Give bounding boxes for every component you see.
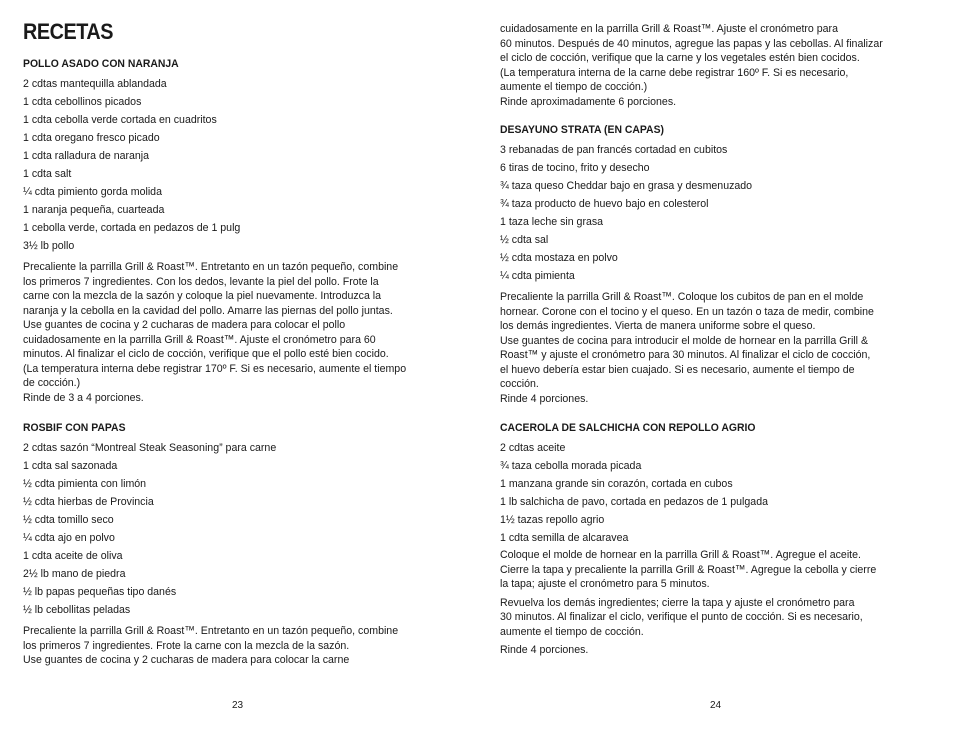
- recipe-title: CACEROLA DE SALCHICHA CON REPOLLO AGRIO: [500, 422, 756, 434]
- page-number: 23: [232, 700, 244, 711]
- instruction-line: naranja y la cebolla en la cavidad del pollo. Amarre las piernas del pollo juntas.: [23, 304, 393, 317]
- instruction-line: aumente el tiempo de cocción.: [500, 625, 644, 638]
- ingredient: 1½ tazas repollo agrio: [500, 514, 605, 526]
- instructions: [23, 624, 426, 668]
- instructions: [500, 290, 902, 406]
- page-number: 24: [710, 700, 722, 711]
- ingredient-list: [23, 439, 426, 619]
- instruction-line: Precaliente la parrilla Grill & Roast™. Entretanto en un tazón pequeño, combine: [23, 625, 399, 637]
- ingredient: 1 naranja pequeña, cuarteada: [23, 204, 165, 216]
- instruction-line: de cocción.): [23, 377, 81, 389]
- instruction-line: hornear. Corone con el tocino y el queso. En un tazón o taza de medir, combine: [500, 305, 874, 318]
- instruction-line: Cierre la tapa y precaliente la parrilla Grill & Roast™. Agregue la cebolla y cierre: [500, 563, 877, 576]
- ingredient: 1 cdta cebolla verde cortada en cuadritos: [23, 114, 217, 126]
- recipe-desayuno-strata: [500, 123, 902, 406]
- instruction-line: minutos. Al finalizar el ciclo de cocción, verifique que el pollo esté bien cocido.: [23, 348, 389, 360]
- instruction-line: Precaliente la parrilla Grill & Roast™. Coloque los cubitos de pan en el molde: [500, 291, 864, 303]
- instruction-line: Coloque el molde de hornear en la parrilla Grill & Roast™. Agregue el aceite.: [500, 549, 861, 561]
- ingredient: 2 cdtas sazón “Montreal Steak Seasoning” para carne: [23, 442, 277, 454]
- instruction-line: 30 minutos. Al finalizar el ciclo, verifique el punto de cocción. Si es necesario,: [500, 611, 863, 623]
- instruction-line: Rinde aproximadamente 6 porciones.: [500, 95, 677, 108]
- instruction-line: Use guantes de cocina para introducir el molde de hornear en la parrilla Grill &: [500, 334, 869, 347]
- ingredient: 1 cdta ralladura de naranja: [23, 150, 150, 162]
- instruction-line: Revuelva los demás ingredientes; cierre la tapa y ajuste el cronómetro para: [500, 596, 855, 609]
- instruction-line: Rinde 4 porciones.: [500, 644, 589, 656]
- ingredient: 1 manzana grande sin corazón, cortada en cubos: [500, 478, 733, 490]
- instruction-line: carne con la mezcla de la sazón y coloque la piel nuevamente. Introduzca la: [23, 290, 382, 302]
- recipe-title: ROSBIF CON PAPAS: [23, 422, 126, 434]
- ingredient: 1 cdta oregano fresco picado: [23, 132, 160, 144]
- ingredient: 2½ lb mano de piedra: [23, 568, 126, 580]
- recipe-title: POLLO ASADO CON NARANJA: [23, 58, 179, 70]
- instruction-line: Roast™ y ajuste el cronómetro para 30 minutos. Al finalizar el ciclo de cocción,: [500, 349, 871, 361]
- page-heading: RECETAS: [23, 19, 113, 44]
- instruction-line: Precaliente la parrilla Grill & Roast™. Entretanto en un tazón pequeño, combine: [23, 261, 399, 273]
- ingredient: 1 cdta sal sazonada: [23, 460, 118, 472]
- ingredient-list: [23, 75, 435, 255]
- instruction-line: Rinde 4 porciones.: [500, 392, 589, 405]
- ingredient: 3½ lb pollo: [23, 240, 75, 252]
- ingredient: ¾ taza producto de huevo bajo en colesterol: [500, 198, 709, 210]
- ingredient: ½ cdta hierbas de Provincia: [23, 496, 154, 508]
- ingredient: 1 cebolla verde, cortada en pedazos de 1 pulg: [23, 222, 241, 234]
- ingredient-list: [500, 141, 902, 285]
- ingredient: 2 cdtas aceite: [500, 442, 566, 454]
- ingredient: ¼ cdta pimiento gorda molida: [23, 186, 162, 198]
- ingredient: ½ cdta mostaza en polvo: [500, 252, 618, 264]
- recipe-cacerola-salchicha: [500, 421, 905, 658]
- ingredient: ¾ taza cebolla morada picada: [500, 460, 642, 472]
- instruction-line: (La temperatura interna de la carne debe registrar 160º F. Si es necesario,: [500, 66, 849, 79]
- ingredient: ¼ cdta pimienta: [500, 270, 575, 282]
- ingredient: ¼ cdta ajo en polvo: [23, 532, 115, 544]
- instruction-line: los primeros 7 ingredientes. Frote la carne con la mezcla de la sazón.: [23, 639, 350, 652]
- instruction-line: Rinde de 3 a 4 porciones.: [23, 391, 144, 404]
- ingredient: ½ cdta pimienta con limón: [23, 478, 147, 490]
- instruction-line: Use guantes de cocina y 2 cucharas de madera para colocar la carne: [23, 654, 350, 666]
- instruction-step: [500, 643, 905, 658]
- instruction-line: cocción.: [500, 378, 539, 390]
- instruction-line: aumente el tiempo de cocción.): [500, 81, 648, 93]
- instruction-line: (La temperatura interna debe registrar 170º F. Si es necesario, aumente el tiempo: [23, 362, 407, 375]
- instruction-line: cuidadosamente en la parrilla Grill & Roast™. Ajuste el cronómetro para 60: [23, 333, 376, 346]
- ingredient-list: [500, 439, 905, 547]
- ingredient: 6 tiras de tocino, frito y desecho: [500, 162, 650, 174]
- instruction-line: el ciclo de cocción, verifique que la carne y los vegetales estén bien cocidos.: [500, 52, 860, 64]
- instruction-line: los primeros 7 ingredientes. Con los dedos, levante la piel del pollo. Frote la: [23, 275, 379, 288]
- ingredient: 2 cdtas mantequilla ablandada: [23, 78, 167, 90]
- instruction-step: [500, 596, 905, 640]
- ingredient: 1 taza leche sin grasa: [500, 216, 604, 228]
- ingredient: 1 cdta cebollinos picados: [23, 96, 142, 108]
- continued-instructions: [500, 22, 912, 109]
- instruction-line: el huevo debería estar bien cuajado. Si es necesario, aumente el tiempo de: [500, 363, 855, 376]
- instruction-line: la tapa; ajuste el cronómetro para 5 minutos.: [500, 578, 710, 590]
- instruction-line: 60 minutos. Después de 40 minutos, agregue las papas y las cebollas. Al finalizar: [500, 37, 883, 50]
- instruction-line: cuidadosamente en la parrilla Grill & Roast™. Ajuste el cronómetro para: [500, 23, 838, 35]
- instruction-line: Use guantes de cocina y 2 cucharas de madera para colocar el pollo: [23, 319, 346, 331]
- ingredient: ½ cdta sal: [500, 234, 549, 246]
- instruction-step: [500, 548, 905, 592]
- ingredient: ½ lb papas pequeñas tipo danés: [23, 586, 177, 598]
- ingredient: 1 cdta semilla de alcaravea: [500, 532, 629, 544]
- ingredient: 3 rebanadas de pan francés cortadad en cubitos: [500, 144, 728, 156]
- ingredient: 1 cdta salt: [23, 168, 72, 180]
- instruction-line: los demás ingredientes. Vierta de manera uniforme sobre el queso.: [500, 320, 816, 332]
- ingredient: ½ cdta tomillo seco: [23, 514, 114, 526]
- ingredient: ½ lb cebollitas peladas: [23, 604, 131, 616]
- ingredient: 1 cdta aceite de oliva: [23, 550, 123, 562]
- instructions: [23, 260, 435, 405]
- recipe-title: DESAYUNO STRATA (EN CAPAS): [500, 124, 664, 136]
- recipe-rosbif: [23, 421, 426, 668]
- recipe-pollo-asado: [23, 57, 435, 405]
- ingredient: ¾ taza queso Cheddar bajo en grasa y desmenuzado: [500, 180, 753, 192]
- ingredient: 1 lb salchicha de pavo, cortada en pedazos de 1 pulgada: [500, 496, 768, 508]
